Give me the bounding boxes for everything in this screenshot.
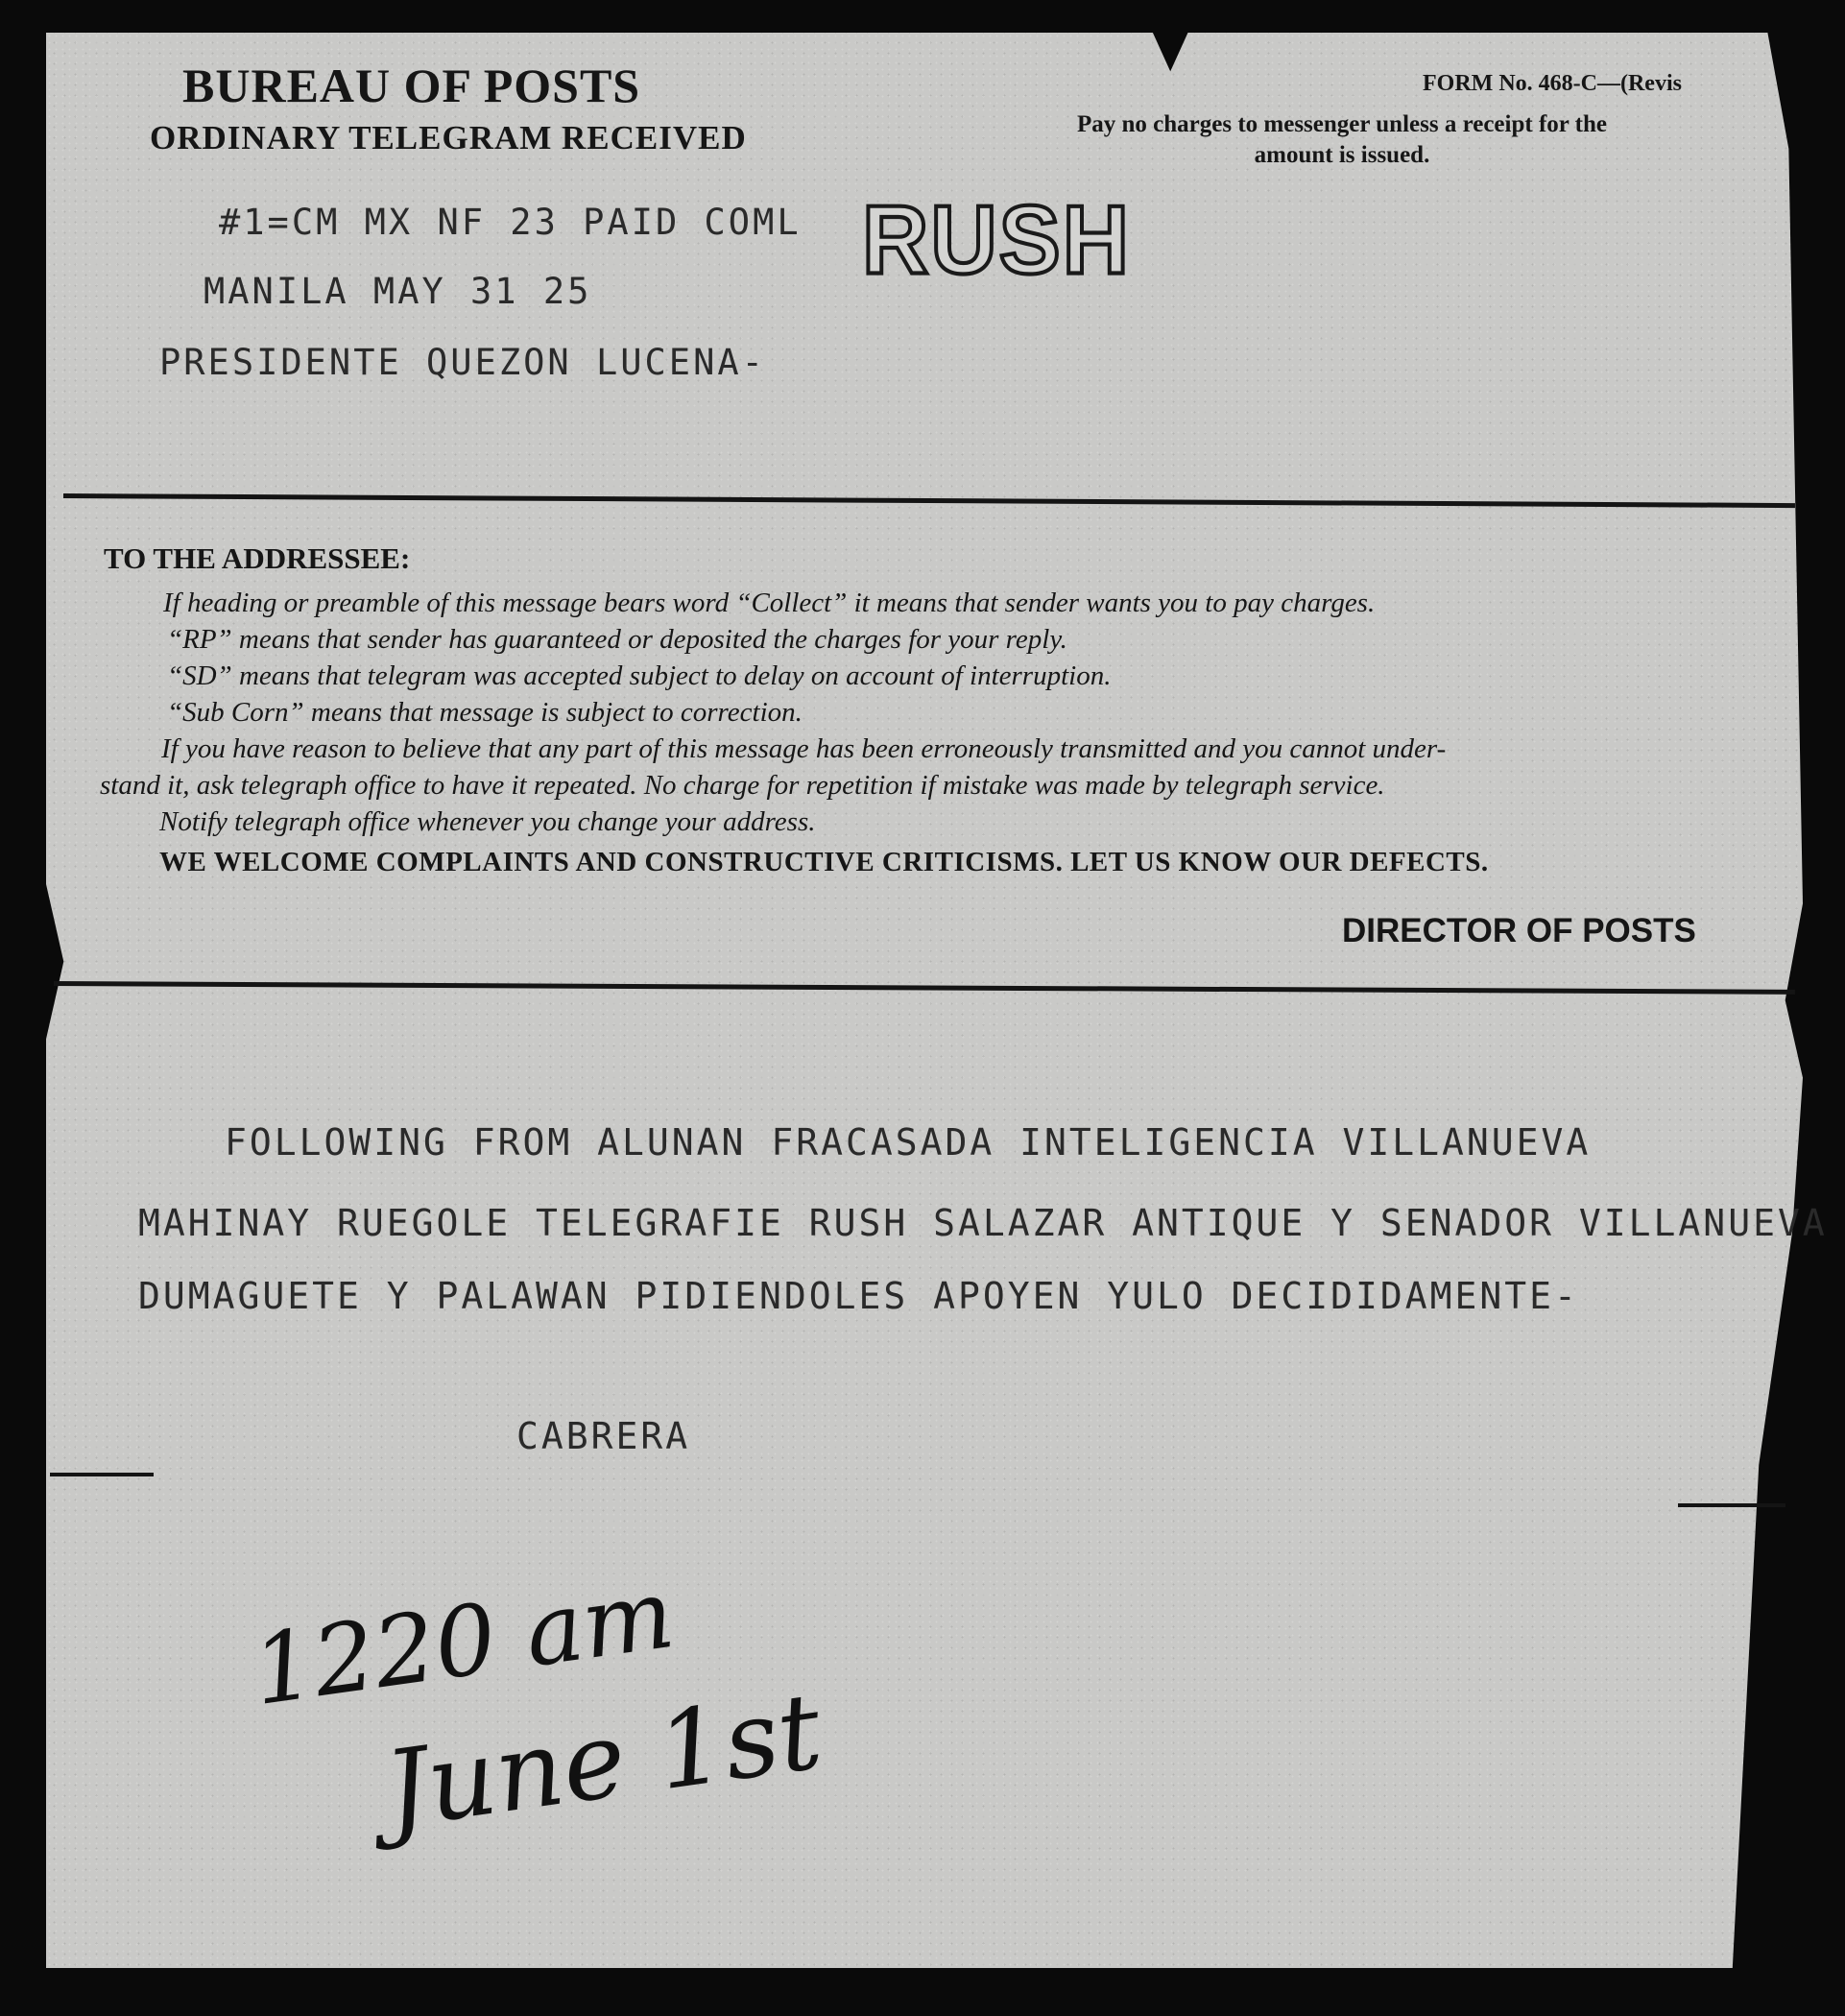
notice-line-collect: If heading or preamble of this message bears word “Collect” it means that sender wants you to pay charges. xyxy=(163,588,1376,618)
notice-line-subcorn: “Sub Corn” means that message is subject to correction. xyxy=(167,697,803,728)
message-sender: CABRERA xyxy=(516,1415,691,1457)
notice-line-rp: “RP” means that sender has guaranteed or deposited the charges for your reply. xyxy=(167,624,1067,655)
complaints-line: WE WELCOME COMPLAINTS AND CONSTRUCTIVE CRITICISMS. LET US KNOW OUR DEFECTS. xyxy=(159,847,1489,877)
message-line-2: MAHINAY RUEGOLE TELEGRAFIE RUSH SALAZAR ANTIQUE Y SENADOR VILLANUEVA xyxy=(138,1202,1828,1244)
director-signature: DIRECTOR OF POSTS xyxy=(1342,912,1696,949)
handwritten-time: 1220 am xyxy=(246,1556,681,1728)
preamble-line-3: PRESIDENTE QUEZON LUCENA- xyxy=(159,342,766,383)
message-line-1: FOLLOWING FROM ALUNAN FRACASADA INTELIGENCIA VILLANUEVA xyxy=(225,1121,1592,1164)
notice-line-erroneous: If you have reason to believe that any part of this message has been erroneously transmitted and you cannot under- xyxy=(161,733,1447,764)
rush-stamp: RUSH xyxy=(862,186,1132,295)
notice-line-address: Notify telegraph office whenever you change your address. xyxy=(159,806,816,837)
form-type-title: ORDINARY TELEGRAM RECEIVED xyxy=(150,119,747,156)
fold-mark-left xyxy=(50,1473,154,1476)
notice-line-repeat: stand it, ask telegraph office to have it repeated. No charge for repetition if mistake was made by telegraph service. xyxy=(100,770,1385,801)
preamble-line-2: MANILA MAY 31 25 xyxy=(204,271,592,312)
form-number: FORM No. 468-C—(Revis xyxy=(1423,71,1682,96)
fold-mark-right xyxy=(1678,1503,1785,1507)
notice-heading: TO THE ADDRESSEE: xyxy=(104,541,411,575)
handwritten-date: June 1st xyxy=(377,1668,829,1853)
preamble-line-1: #1=CM MX NF 23 PAID COML xyxy=(219,202,802,243)
pay-note: Pay no charges to messenger unless a receipt for the amount is issued. xyxy=(1076,111,1607,168)
bureau-title: BUREAU OF POSTS xyxy=(182,59,641,112)
notice-line-sd: “SD” means that telegram was accepted subject to delay on account of interruption. xyxy=(167,660,1112,691)
message-line-3: DUMAGUETE Y PALAWAN PIDIENDOLES APOYEN YULO DECIDIDAMENTE- xyxy=(138,1275,1579,1317)
